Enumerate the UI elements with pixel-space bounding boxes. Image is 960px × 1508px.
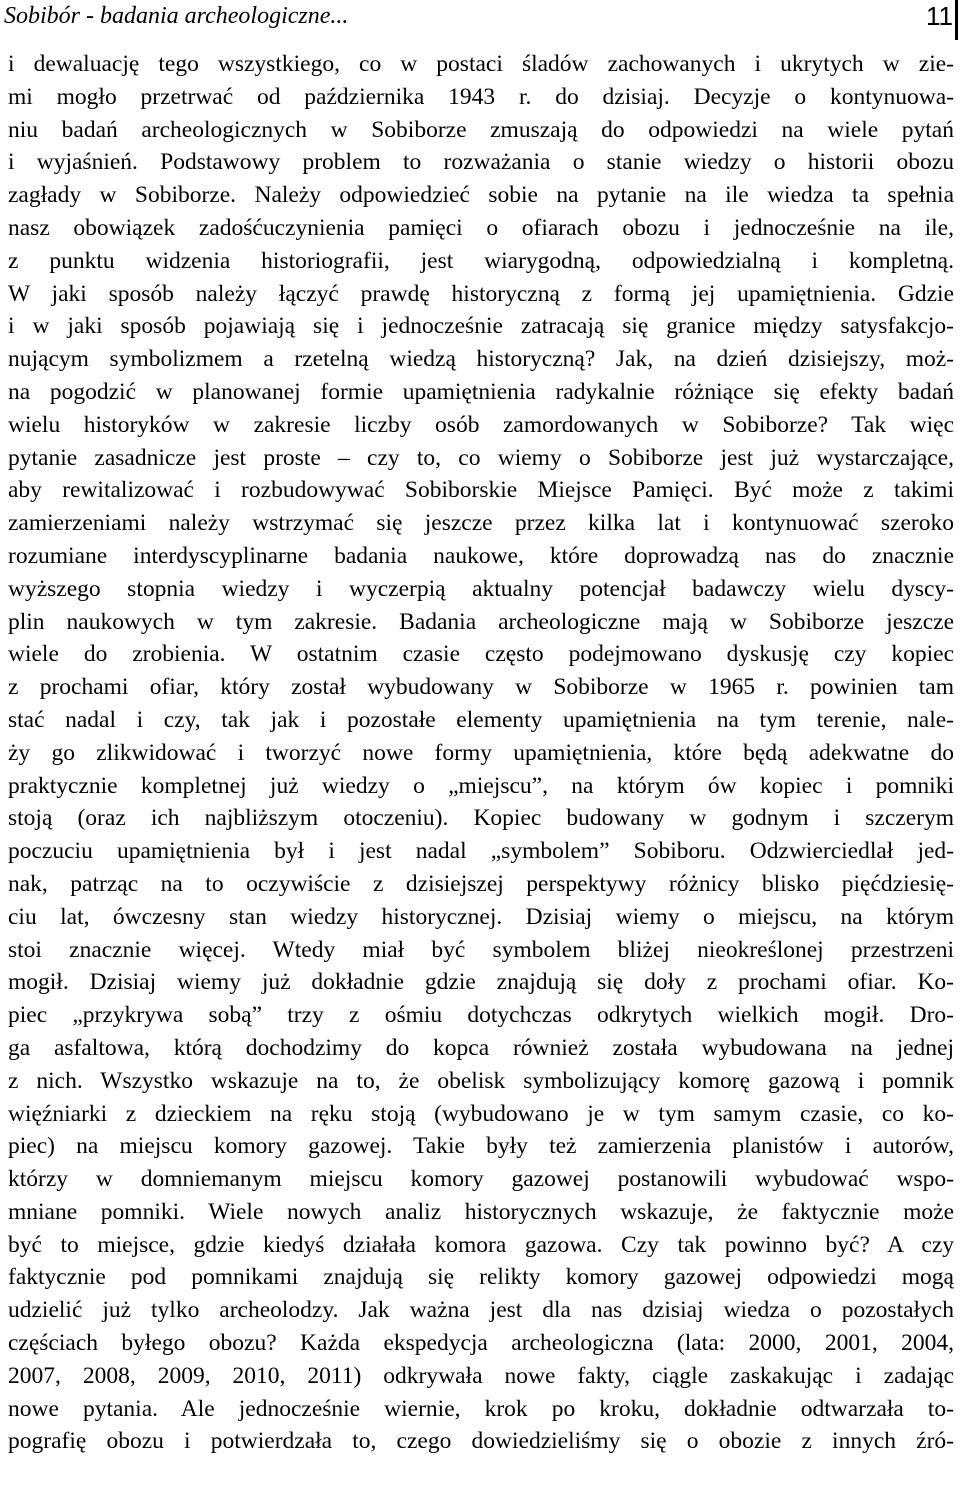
header-rule xyxy=(955,0,958,40)
text-line: piec „przykrywa sobą” trzy z ośmiu dotychczas odkrytych wielkich mogił. Dro- xyxy=(8,1002,954,1029)
text-line: być to miejsce, gdzie kiedyś działała komora gazowa. Czy tak powinno być? A czy xyxy=(8,1231,954,1258)
text-line: z punktu widzenia historiografii, jest wiarygodną, odpowiedzialną i kompletną. xyxy=(8,247,954,274)
text-line: praktycznie kompletnej już wiedzy o „miejscu”, na którym ów kopiec i pomniki xyxy=(8,772,954,799)
text-line: nowe pytania. Ale jednocześnie wiernie, krok po kroku, dokładnie odtwarzała to- xyxy=(8,1395,954,1422)
text-line: poczuciu upamiętnienia był i jest nadal „symbolem” Sobiboru. Odzwierciedlał jed- xyxy=(8,838,954,865)
text-line: wyższego stopnia wiedzy i wyczerpią aktualny potencjał badawczy wielu dyscy- xyxy=(8,575,954,602)
text-line: więźniarki z dzieckiem na ręku stoją (wybudowano je w tym samym czasie, co ko- xyxy=(8,1100,954,1127)
text-line: ga asfaltowa, którą dochodzimy do kopca również została wybudowana na jednej xyxy=(8,1034,954,1061)
text-line: pytanie zasadnicze jest proste – czy to, co wiemy o Sobiborze jest już wystarczające, xyxy=(8,444,954,471)
running-title: Sobibór - badania archeologiczne... xyxy=(4,3,349,29)
text-line: nującym symbolizmem a rzetelną wiedzą historyczną? Jak, na dzień dzisiejszy, moż- xyxy=(8,346,954,373)
text-line: zagłady w Sobiborze. Należy odpowiedzieć sobie na pytanie na ile wiedza ta spełnia xyxy=(8,182,954,209)
page-number: 11 xyxy=(926,1,953,31)
text-line: mi mogło przetrwać od października 1943 r. do dzisiaj. Decyzje o kontynuowa- xyxy=(8,83,954,110)
text-line: z nich. Wszystko wskazuje na to, że obelisk symbolizujący komorę gazową i pomnik xyxy=(8,1067,954,1094)
text-line: na pogodzić w planowanej formie upamiętnienia radykalnie różniące się efekty badań xyxy=(8,378,954,405)
text-line: 2007, 2008, 2009, 2010, 2011) odkrywała nowe fakty, ciągle zaskakując i zadając xyxy=(8,1362,954,1389)
text-line: stoi znacznie więcej. Wtedy miał być symbolem bliżej nieokreślonej przestrzeni xyxy=(8,936,954,963)
text-line: ciu lat, ówczesny stan wiedzy historycznej. Dzisiaj wiemy o miejscu, na którym xyxy=(8,903,954,930)
text-line: W jaki sposób należy łączyć prawdę historyczną z formą jej upamiętnienia. Gdzie xyxy=(8,280,954,307)
text-line: mogił. Dzisiaj wiemy już dokładnie gdzie znajdują się doły z prochami ofiar. Ko- xyxy=(8,969,954,996)
body-text xyxy=(8,48,954,1458)
text-line: wielu historyków w zakresie liczby osób zamordowanych w Sobiborze? Tak więc xyxy=(8,411,954,438)
text-line: częściach byłego obozu? Każda ekspedycja archeologiczna (lata: 2000, 2001, 2004, xyxy=(8,1330,954,1357)
text-line: nak, patrząc na to oczywiście z dzisiejszej perspektywy różnicy blisko pięćdziesię- xyxy=(8,870,954,897)
text-line: aby rewitalizować i rozbudowywać Sobiborskie Miejsce Pamięci. Być może z takimi xyxy=(8,477,954,504)
text-line: pografię obozu i potwierdzała to, czego dowiedzieliśmy się o obozie z innych źró- xyxy=(8,1428,954,1455)
text-line: stać nadal i czy, tak jak i pozostałe elementy upamiętnienia na tym terenie, nale- xyxy=(8,706,954,733)
text-line: plin naukowych w tym zakresie. Badania archeologiczne mają w Sobiborze jeszcze xyxy=(8,608,954,635)
text-line: faktycznie pod pomnikami znajdują się relikty komory gazowej odpowiedzi mogą xyxy=(8,1264,954,1291)
page-header xyxy=(0,0,960,40)
text-line: i wyjaśnień. Podstawowy problem to rozważania o stanie wiedzy o historii obozu xyxy=(8,149,954,176)
text-line: mniane pomniki. Wiele nowych analiz historycznych wskazuje, że faktycznie może xyxy=(8,1198,954,1225)
text-line: i w jaki sposób pojawiają się i jednocześnie zatracają się granice między satysfakcjo- xyxy=(8,313,954,340)
text-line: i dewaluację tego wszystkiego, co w postaci śladów zachowanych i ukrytych w zie- xyxy=(8,51,954,77)
text-line: niu badań archeologicznych w Sobiborze zmuszają do odpowiedzi na wiele pytań xyxy=(8,116,954,143)
text-line: wiele do zrobienia. W ostatnim czasie często podejmowano dyskusję czy kopiec xyxy=(8,641,954,668)
text-line: udzielić już tylko archeolodzy. Jak ważna jest dla nas dzisiaj wiedza o pozostałych xyxy=(8,1297,954,1324)
text-line: nasz obowiązek zadośćuczynienia pamięci o ofiarach obozu i jednocześnie na ile, xyxy=(8,214,954,241)
text-line: stoją (oraz ich najbliższym otoczeniu). Kopiec budowany w godnym i szczerym xyxy=(8,805,954,832)
text-line: ży go zlikwidować i tworzyć nowe formy upamiętnienia, które będą adekwatne do xyxy=(8,739,954,766)
text-line: rozumiane interdyscyplinarne badania naukowe, które doprowadzą nas do znacznie xyxy=(8,542,954,569)
text-line: z prochami ofiar, który został wybudowany w Sobiborze w 1965 r. powinien tam xyxy=(8,674,954,701)
text-line: zamierzeniami należy wstrzymać się jeszcze przez kilka lat i kontynuować szeroko xyxy=(8,510,954,537)
text-line: którzy w domniemanym miejscu komory gazowej postanowili wybudować wspo- xyxy=(8,1166,954,1193)
text-line: piec) na miejscu komory gazowej. Takie były też zamierzenia planistów i autorów, xyxy=(8,1133,954,1160)
